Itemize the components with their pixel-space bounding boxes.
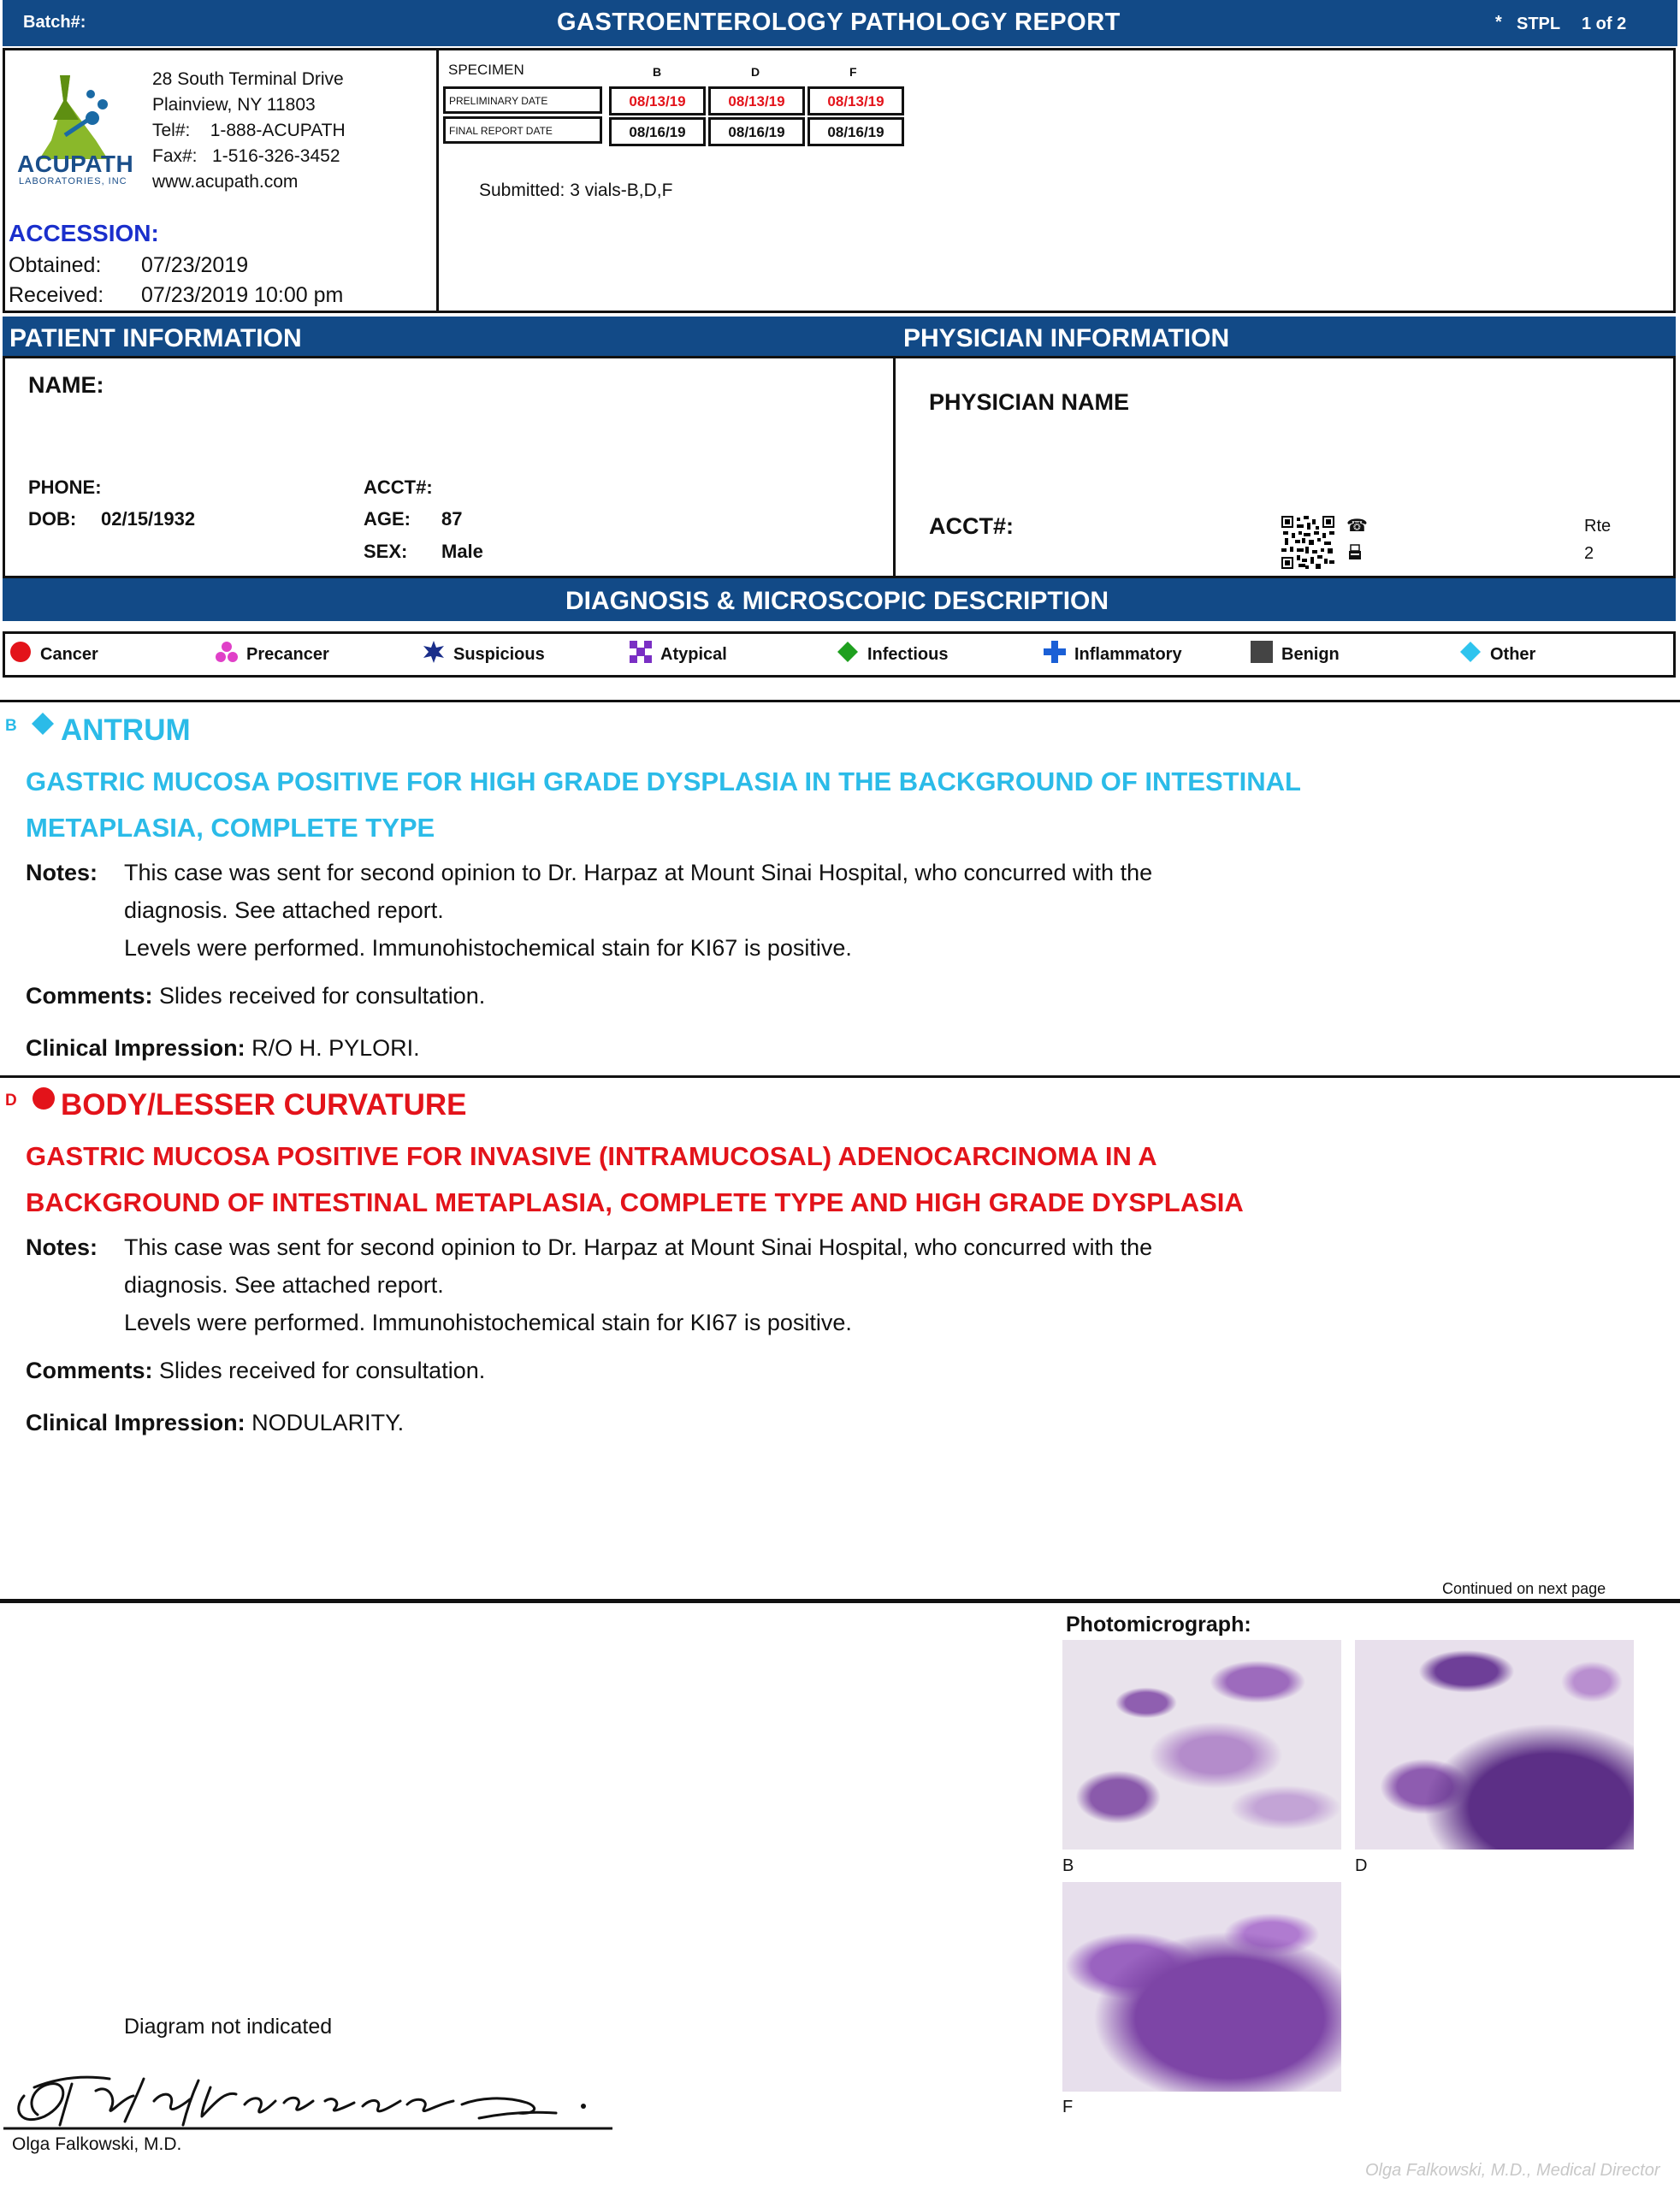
- lab-website[interactable]: www.acupath.com: [152, 172, 299, 192]
- notes-b-line3: Levels were performed. Immunohistochemical stain for KI67 is positive.: [124, 935, 852, 961]
- legend-inflammatory: [1044, 641, 1182, 668]
- tel-value: 1-888-ACUPATH: [210, 121, 346, 140]
- final-date-d: 08/16/19: [728, 124, 785, 140]
- precancer-trefoil-icon: [216, 641, 238, 668]
- specimen-col-b: B: [653, 65, 662, 79]
- final-label: FINAL REPORT DATE: [449, 125, 553, 137]
- date-cell-d-final: [708, 117, 805, 146]
- received-value: 07/23/2019 10:00 pm: [141, 283, 344, 307]
- fax-label: Fax#:: [152, 146, 198, 166]
- diagnosis-body-line2: BACKGROUND OF INTESTINAL METAPLASIA, COMPLETE TYPE AND HIGH GRADE DYSPLASIA: [26, 1187, 1244, 1217]
- legend-suspicious: [423, 641, 545, 668]
- other-diamond-icon: [1459, 641, 1482, 668]
- footer-divider: [0, 1599, 1680, 1603]
- batch-label: Batch#:: [23, 13, 86, 32]
- comments-label-b: Comments:: [26, 983, 153, 1009]
- patient-age-label: AGE:: [364, 508, 411, 530]
- section-site-body: BODY/LESSER CURVATURE: [61, 1088, 467, 1122]
- final-date-f: 08/16/19: [827, 124, 884, 140]
- date-cell-d-prelim: [708, 86, 805, 115]
- specimen-col-d: D: [751, 65, 760, 79]
- prelim-date-b: 08/13/19: [629, 93, 686, 110]
- legend-atypical: [630, 641, 727, 668]
- specimen-label: SPECIMEN: [448, 62, 524, 78]
- obtained-value: 07/23/2019: [141, 253, 249, 277]
- notes-d: [124, 1228, 1152, 1341]
- page-counter: 1 of 2: [1582, 15, 1627, 33]
- signer-name: Olga Falkowski, M.D.: [12, 2134, 182, 2154]
- comments-value-d: Slides received for consultation.: [159, 1358, 486, 1383]
- received-label: Received:: [9, 283, 104, 307]
- diagnosis-header-bar: [3, 578, 1676, 621]
- qr-code-icon: [1281, 516, 1334, 569]
- photomicrograph-f[interactable]: [1062, 1882, 1341, 2092]
- address-line-1: 28 South Terminal Drive: [152, 69, 344, 89]
- notes-label-b: Notes:: [26, 860, 98, 885]
- accession-label: ACCESSION:: [9, 220, 159, 246]
- patient-sex-value: Male: [441, 541, 483, 562]
- obtained-label: Obtained:: [9, 253, 102, 277]
- photo-caption-d: D: [1355, 1856, 1368, 1875]
- notes-b-line1: This case was sent for second opinion to Dr. Harpaz at Mount Sinai Hospital, who concurred with the: [124, 860, 1153, 885]
- diagnosis-antrum-line2: METAPLASIA, COMPLETE TYPE: [26, 813, 435, 843]
- logo-wordmark: ACUPATH: [17, 151, 134, 177]
- prelim-date-f: 08/13/19: [827, 93, 884, 110]
- notes-b: [124, 854, 1152, 967]
- section-divider-d: [0, 1075, 1680, 1078]
- prelim-label: PRELIMINARY DATE: [449, 95, 548, 107]
- physician-signature: [0, 2053, 616, 2130]
- section-divider-b: [0, 700, 1680, 702]
- photomicrograph-d[interactable]: [1355, 1640, 1634, 1850]
- specimen-col-f: F: [849, 65, 857, 79]
- diagnosis-body: [26, 1133, 1244, 1226]
- date-cell-b-prelim: [609, 86, 706, 115]
- legend-label-inflammatory: Inflammatory: [1074, 644, 1182, 664]
- notes-d-line2: diagnosis. See attached report.: [124, 1272, 444, 1298]
- patient-info-header-bar: [3, 317, 893, 358]
- fax-icon: [1348, 544, 1362, 561]
- legend-label-infectious: Infectious: [867, 644, 949, 664]
- physician-name-label: PHYSICIAN NAME: [929, 389, 1130, 415]
- photomicrograph-b[interactable]: [1062, 1640, 1341, 1850]
- legend-precancer: [216, 641, 329, 668]
- medical-director-watermark: Olga Falkowski, M.D., Medical Director: [1365, 2161, 1660, 2180]
- phone-icon: ☎: [1346, 517, 1368, 536]
- handwritten-signature: [0, 2053, 616, 2130]
- legend-cancer: [9, 641, 98, 668]
- patient-dob-label: DOB:: [28, 508, 77, 530]
- legend-benign: [1251, 641, 1340, 668]
- cancer-circle-icon: [9, 641, 32, 668]
- lab-tel: [152, 118, 346, 144]
- lab-fax: [152, 144, 346, 169]
- inflammatory-plus-icon: [1044, 641, 1066, 668]
- suspicious-star-icon: [423, 641, 445, 668]
- photomicrograph-label: Photomicrograph:: [1066, 1613, 1251, 1637]
- physician-acct-label: ACCT#:: [929, 513, 1014, 539]
- diagnosis-body-line1: GASTRIC MUCOSA POSITIVE FOR INVASIVE (INTRAMUCOSAL) ADENOCARCINOMA IN A: [26, 1141, 1157, 1171]
- fax-machine-icon: [1348, 544, 1362, 561]
- physician-info-header-bar: [893, 317, 1676, 358]
- final-label-box: [443, 116, 602, 144]
- address-line-2: Plainview, NY 11803: [152, 95, 316, 115]
- notes-d-line3: Levels were performed. Immunohistochemical stain for KI67 is positive.: [124, 1310, 852, 1335]
- fax-value: 1-516-326-3452: [212, 146, 340, 166]
- section-letter-b: B: [5, 717, 17, 735]
- comments-value-b: Slides received for consultation.: [159, 983, 486, 1009]
- patient-dob-value: 02/15/1932: [101, 508, 196, 530]
- other-diamond-marker-icon: [31, 712, 55, 740]
- logo-subtitle: LABORATORIES, INC: [19, 176, 127, 186]
- comments-label-d: Comments:: [26, 1358, 153, 1383]
- comments-b: [26, 977, 485, 1015]
- stpl-label: STPL: [1517, 15, 1561, 33]
- diagnosis-antrum-line1: GASTRIC MUCOSA POSITIVE FOR HIGH GRADE DYSPLASIA IN THE BACKGROUND OF INTESTINAL: [26, 766, 1301, 796]
- legend-label-other: Other: [1490, 644, 1536, 664]
- patient-phone-label: PHONE:: [28, 476, 102, 498]
- legend-label-suspicious: Suspicious: [453, 644, 545, 664]
- prelim-date-d: 08/13/19: [728, 93, 785, 110]
- report-title: GASTROENTEROLOGY PATHOLOGY REPORT: [557, 9, 1121, 36]
- comments-d: [26, 1352, 485, 1389]
- infectious-diamond-icon: [837, 641, 859, 668]
- physician-info-header: PHYSICIAN INFORMATION: [903, 324, 1230, 352]
- legend-other: [1459, 641, 1535, 668]
- impression-b: [26, 1029, 420, 1067]
- qr-code[interactable]: [1281, 516, 1334, 569]
- legend-label-cancer: Cancer: [40, 644, 98, 664]
- lab-address: [152, 67, 346, 195]
- atypical-cross-icon: [630, 641, 652, 668]
- route-label: Rte: [1584, 517, 1612, 536]
- notes-b-line2: diagnosis. See attached report.: [124, 897, 444, 923]
- photo-caption-b: B: [1062, 1856, 1074, 1875]
- diagnosis-antrum: [26, 759, 1301, 851]
- diagram-note: Diagram not indicated: [124, 2015, 333, 2039]
- impression-d: [26, 1404, 404, 1441]
- cancer-marker-icon: [32, 1086, 56, 1115]
- impression-value-b: R/O H. PYLORI.: [251, 1035, 420, 1061]
- date-cell-f-prelim: [807, 86, 904, 115]
- diagnosis-header: DIAGNOSIS & MICROSCOPIC DESCRIPTION: [565, 587, 1109, 615]
- legend-label-atypical: Atypical: [660, 644, 727, 664]
- patient-acct-label: ACCT#:: [364, 476, 433, 498]
- date-cell-b-final: [609, 117, 706, 146]
- continued-note: Continued on next page: [1442, 1580, 1606, 1597]
- legend-label-precancer: Precancer: [246, 644, 329, 664]
- notes-label-d: Notes:: [26, 1234, 98, 1260]
- route-value: 2: [1584, 544, 1594, 563]
- section-letter-d: D: [5, 1092, 17, 1110]
- legend-infectious: [837, 641, 948, 668]
- star-marker: *: [1495, 13, 1502, 32]
- patient-sex-label: SEX:: [364, 541, 408, 562]
- section-site-antrum: ANTRUM: [61, 713, 191, 747]
- report-header-bar: [3, 0, 1677, 46]
- impression-label-d: Clinical Impression:: [26, 1410, 245, 1435]
- notes-d-line1: This case was sent for second opinion to Dr. Harpaz at Mount Sinai Hospital, who concurred with the: [124, 1234, 1153, 1260]
- benign-square-icon: [1251, 641, 1273, 668]
- date-cell-f-final: [807, 117, 904, 146]
- photo-caption-f: F: [1062, 2098, 1074, 2116]
- impression-label-b: Clinical Impression:: [26, 1035, 245, 1061]
- patient-name-label: NAME:: [28, 372, 104, 398]
- submitted-vials: Submitted: 3 vials-B,D,F: [479, 181, 673, 200]
- legend-label-benign: Benign: [1281, 644, 1340, 664]
- tel-label: Tel#:: [152, 121, 191, 140]
- impression-value-d: NODULARITY.: [251, 1410, 405, 1435]
- prelim-label-box: [443, 86, 602, 114]
- patient-age-value: 87: [441, 508, 463, 530]
- vertical-divider: [436, 48, 439, 313]
- final-date-b: 08/16/19: [629, 124, 686, 140]
- patient-info-header: PATIENT INFORMATION: [9, 324, 302, 352]
